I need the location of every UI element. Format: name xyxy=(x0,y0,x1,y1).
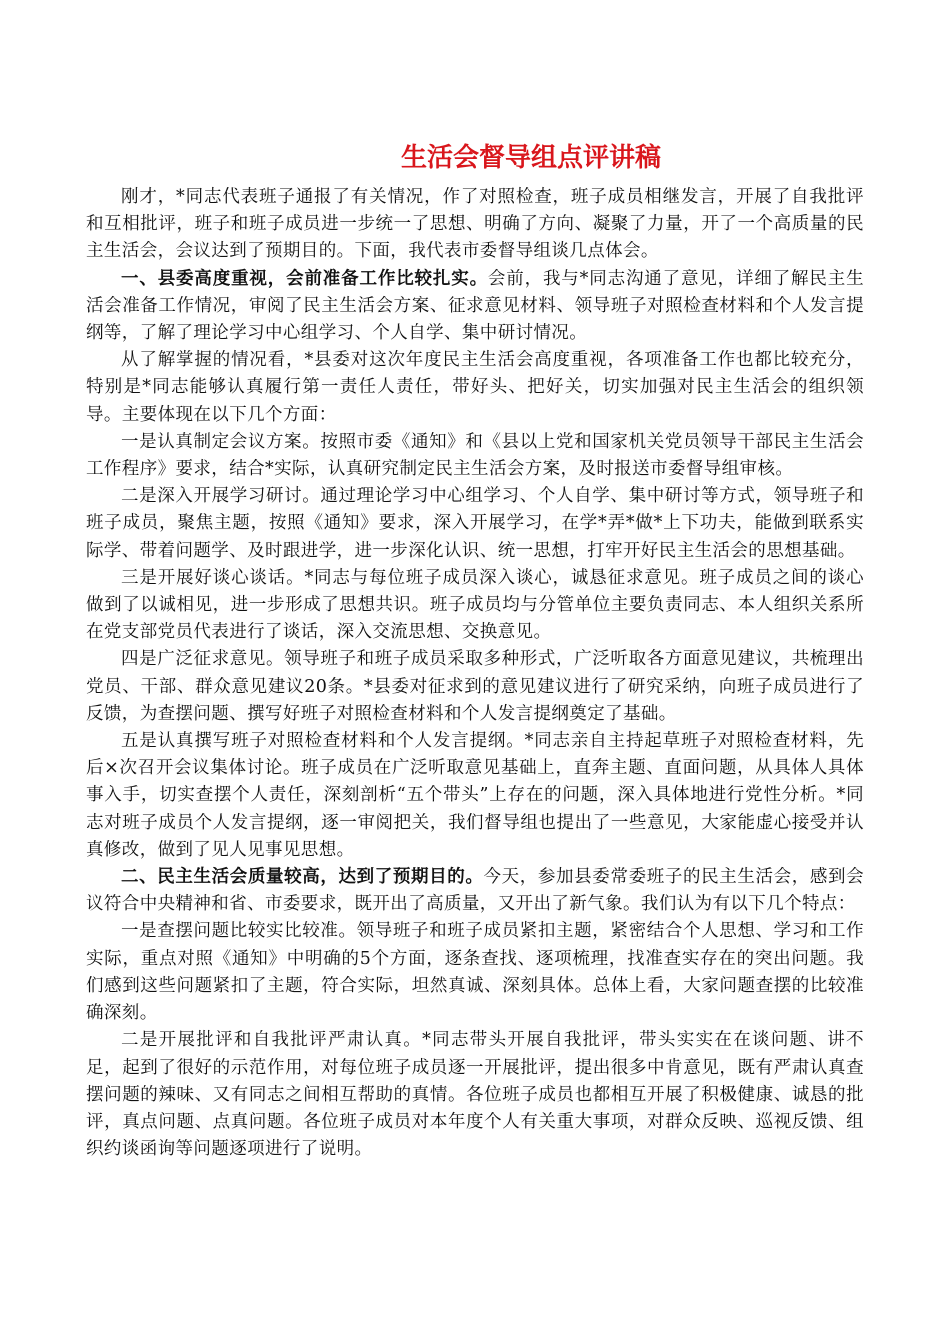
paragraph-text: 二是开展批评和自我批评严肃认真。*同志带头开展自我批评，带头实实在在谈问题、讲不足，起到了很好的示范作用，对每位班子成员逐一开展批评，提出很多中肯意见，既有严肃认真查摆问题的辣味、又有同志之间相互帮助的真情。各位班子成员也都相互开展了积极健康、诚恳的批评，真点问题、点真问题。各位班子成员对本年度个人有关重大事项，对群众反映、巡视反馈、组织约谈函询等问题逐项进行了说明。 xyxy=(86,1030,864,1160)
document-page xyxy=(86,138,864,1163)
paragraph-point-1 xyxy=(86,429,864,483)
paragraph-text: 四是广泛征求意见。领导班子和班子成员采取多种形式，广泛听取各方面意见建议，共梳理出党员、干部、群众意见建议20条。*县委对征求到的意见建议进行了研究采纳，向班子成员进行了反馈，为查摆问题、撰写好班子对照检查材料和个人发言提纲奠定了基础。 xyxy=(86,649,864,724)
paragraph-text: 三是开展好谈心谈话。*同志与每位班子成员深入谈心，诚恳征求意见。班子成员之间的谈心做到了以诚相见，进一步形成了思想共识。班子成员均与分管单位主要负责同志、本人组织关系所在党支部党员代表进行了谈话，深入交流思想、交换意见。 xyxy=(86,567,864,643)
section-heading: 二、民主生活会质量较高，达到了预期目的。 xyxy=(121,867,484,888)
section-heading-paragraph-2 xyxy=(86,864,864,918)
paragraph-intro xyxy=(86,184,864,266)
paragraph-text: 五是认真撰写班子对照检查材料和个人发言提纲。*同志亲自主持起草班子对照检查材料，先后×次召开会议集体讨论。班子成员在广泛听取意见基础上，直奔主题、直面问题，从具体人具体事入手，切实查摆个人责任，深刻剖析“五个带头”上存在的问题，深入具体地进行党性分析。*同志对班子成员个人发言提纲，逐一审阅把关，我们督导组也提出了一些意见，大家能虚心接受并认真修改，做到了见人见事见思想。 xyxy=(86,731,864,860)
paragraph-text: 二是深入开展学习研讨。通过理论学习中心组学习、个人自学、集中研讨等方式，领导班子和班子成员，聚焦主题，按照《通知》要求，深入开展学习，在学*弄*做*上下功夫，能做到联系实际学、带着问题学、及时跟进学，进一步深化认识、统一思想，打牢开好民主生活会的思想基础。 xyxy=(86,486,864,561)
paragraph-text: 会前，我与*同志沟通了意见，详细了解民主生活会准备工作情况，审阅了民主生活会方案、征求意见材料、领导班子对照检查材料和个人发言提纲等，了解了理论学习中心组学习、个人自学、集中研讨情况。 xyxy=(86,268,864,344)
paragraph-feature-2 xyxy=(86,1027,864,1163)
document-title: 生活会督导组点评讲稿 xyxy=(400,143,661,173)
paragraph-text: 从了解掌握的情况看，*县委对这次年度民主生活会高度重视，各项准备工作也都比较充分，特别是*同志能够认真履行第一责任人责任，带好头、把好关，切实加强对民主生活会的组织领导。主要体现在以下几个方面： xyxy=(86,350,864,425)
paragraph-text: 一是查摆问题比较实比较准。领导班子和班子成员紧扣主题，紧密结合个人思想、学习和工作实际，重点对照《通知》中明确的5个方面，逐条查找、逐项梳理，找准查实存在的突出问题。我们感到这些问题紧扣了主题，符合实际，坦然真诚、深刻具体。总体上看，大家问题查摆的比较准确深刻。 xyxy=(86,921,864,1024)
section-heading-paragraph-1 xyxy=(86,266,864,348)
paragraph-point-3 xyxy=(86,565,864,647)
paragraph-text: 刚才，*同志代表班子通报了有关情况，作了对照检查，班子成员相继发言，开展了自我批评和互相批评，班子和班子成员进一步统一了思想、明确了方向、凝聚了力量，开了一个高质量的民主生活会，会议达到了预期目的。下面，我代表市委督导组谈几点体会。 xyxy=(86,187,864,262)
paragraph-feature-1 xyxy=(86,918,864,1027)
paragraph-point-5 xyxy=(86,728,864,864)
paragraph-text: 今天，参加县委常委班子的民主生活会，感到会议符合中央精神和省、市委要求，既开出了高质量，又开出了新气象。我们认为有以下几个特点： xyxy=(86,867,864,915)
paragraph-text: 一是认真制定会议方案。按照市委《通知》和《县以上党和国家机关党员领导干部民主生活会工作程序》要求，结合*实际，认真研究制定民主生活会方案，及时报送市委督导组审核。 xyxy=(86,431,864,480)
paragraph-point-4 xyxy=(86,646,864,728)
section-heading: 一、县委高度重视，会前准备工作比较扎实。 xyxy=(121,268,488,289)
paragraph-overview xyxy=(86,347,864,429)
paragraph-point-2 xyxy=(86,483,864,565)
